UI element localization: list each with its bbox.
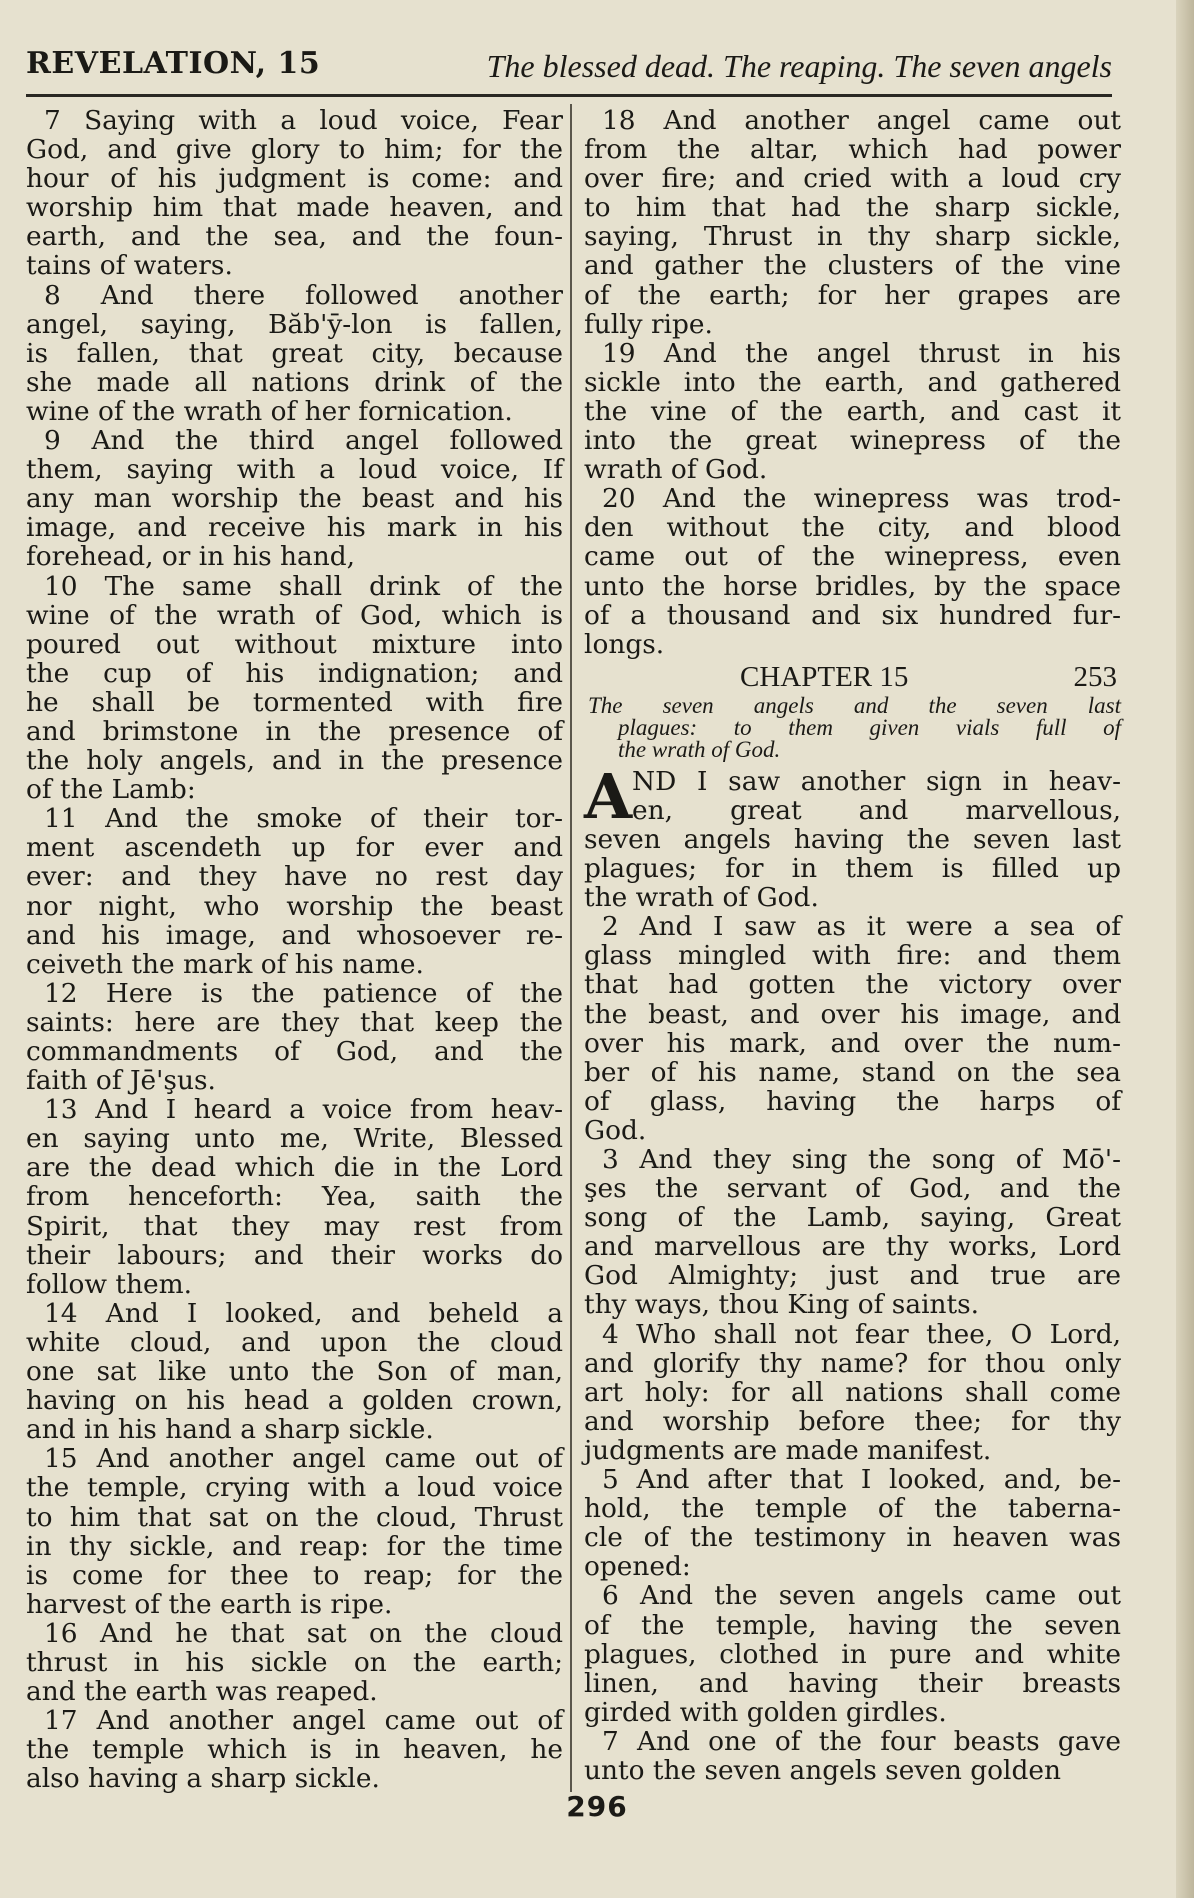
verse-line: having on his head a golden crown, — [26, 1385, 563, 1417]
verse-line: into the great winepress of the — [584, 425, 1121, 457]
verse-line: is come for thee to reap; for the — [26, 1559, 563, 1591]
verse-line: 17 And another angel came out of — [44, 1705, 563, 1737]
verse-line: the temple which is in heaven, he — [26, 1734, 563, 1766]
summary-line: plagues: to them given vials full of — [618, 714, 1121, 740]
verse-line: and his image, and whosoever re- — [26, 919, 563, 951]
verse-line: ber of his name, stand on the sea — [584, 1056, 1121, 1088]
verse-line: saying, Thrust in thy sharp sickle, — [584, 221, 1121, 253]
verse-line: the beast, and over his image, and — [584, 998, 1121, 1030]
verse-line: from the altar, which had power — [584, 134, 1121, 166]
verse-line: 12 Here is the patience of the — [44, 977, 563, 1009]
verse-line: is fallen, that great city, because — [26, 337, 563, 369]
verse-line: unto the horse bridles, by the space — [584, 570, 1121, 602]
verse-line: unto the seven angels seven golden — [584, 1754, 1061, 1786]
right-column — [584, 106, 1121, 1785]
verse-line: 16 And he that sat on the cloud — [44, 1617, 563, 1649]
verse-line: and worship before thee; for thy — [584, 1405, 1121, 1437]
verse-line: 2 And I saw as it were a sea of — [602, 911, 1121, 943]
verse-line: en saying unto me, Write, Blessed — [26, 1123, 563, 1155]
verse-line: thrust in his sickle on the earth; — [26, 1646, 563, 1678]
verse-line: image, and receive his mark in his — [26, 512, 563, 544]
left-column — [26, 106, 563, 1793]
verse-line: the cup of his indignation; and — [26, 657, 563, 689]
verse-line: she made all nations drink of the — [26, 366, 563, 398]
verse-line: 10 The same shall drink of the — [44, 570, 563, 602]
verse-line: 9 And the third angel followed — [44, 425, 563, 457]
verse-line: 8 And there followed another — [44, 279, 563, 311]
verse-line: 13 And I heard a voice from heav- — [44, 1094, 563, 1126]
verse-line: nor night, who worship the beast — [26, 890, 563, 922]
verse-line: judgments are made manifest. — [584, 1434, 992, 1466]
verse-line: the temple, crying with a loud voice — [26, 1472, 563, 1504]
verse-line: of the Lamb: — [26, 774, 196, 806]
verse-line: linen, and having their breasts — [584, 1667, 1121, 1699]
chapter-heading — [584, 659, 1121, 695]
verse-line: that had gotten the victory over — [584, 969, 1121, 1001]
verse-line: 4 Who shall not fear thee, O Lord, — [602, 1318, 1121, 1350]
verse-line: the holy angels, and in the presence — [26, 745, 563, 777]
verse-line: saints: here are they that keep the — [26, 1006, 563, 1038]
verse-line: to him that had the sharp sickle, — [584, 192, 1121, 224]
verse-line: poured out without mixture into — [26, 628, 563, 660]
verse-line: 15 And another angel came out of — [44, 1443, 563, 1475]
running-themes: The blessed dead. The reaping. The seven angels — [486, 48, 1112, 84]
verse-line: wine of the wrath of her fornication. — [26, 395, 513, 427]
verse-line: of the temple, having the seven — [584, 1609, 1121, 1641]
running-header — [26, 46, 1112, 92]
verse-line: 20 And the winepress was trod- — [602, 483, 1121, 515]
verse-line: angel, saying, Băb'ȳ-lon is fallen, — [26, 308, 563, 340]
verse-line: God. — [584, 1114, 647, 1146]
verse-line: to him that sat on the cloud, Thrust — [26, 1501, 563, 1533]
page-edge — [1176, 0, 1194, 1898]
verse-line: ever: and they have no rest day — [26, 861, 563, 893]
right-column-top — [584, 106, 1121, 659]
verse-line: came out of the winepress, even — [584, 541, 1121, 573]
chapter-number: 253 — [1073, 660, 1117, 693]
verse-line: follow them. — [26, 1268, 193, 1300]
verse-line: of glass, having the harps of — [584, 1085, 1121, 1117]
verse-line: opened: — [584, 1551, 691, 1583]
verse-line: of the earth; for her grapes are — [584, 279, 1121, 311]
verse-line: any man worship the beast and his — [26, 483, 563, 515]
verse-line: wine of the wrath of God, which is — [26, 599, 563, 631]
verse-line: their labours; and their works do — [26, 1239, 563, 1271]
verse-line: 18 And another angel came out — [602, 105, 1121, 136]
verse-line: en, great and marvellous, — [632, 794, 1121, 826]
verse-line: fully ripe. — [584, 308, 713, 340]
verse-line: God Almighty; just and true are — [584, 1260, 1121, 1292]
verse-line: and in his hand a sharp sickle. — [26, 1414, 434, 1446]
verse-line: ceiveth the mark of his name. — [26, 948, 424, 980]
verse-line: şes the servant of God, and the — [584, 1173, 1121, 1205]
verse-line: den without the city, and blood — [584, 512, 1121, 544]
header-rule — [26, 94, 1112, 97]
verse-line: them, saying with a loud voice, If — [26, 454, 563, 486]
verse-line: sickle into the earth, and gathered — [584, 366, 1121, 398]
verse-line: Spirit, that they may rest from — [26, 1210, 563, 1242]
verse-line: 6 And the seven angels came out — [602, 1580, 1121, 1612]
summary-line: the wrath of God. — [618, 736, 781, 762]
verse-line: and glorify thy name? for thou only — [584, 1347, 1121, 1379]
verse-line: ment ascendeth up for ever and — [26, 832, 563, 864]
verse-line: girded with golden girdles. — [584, 1696, 947, 1728]
verse-line: are the dead which die in the Lord — [26, 1152, 563, 1184]
verse-line: seven angels having the seven last — [584, 823, 1121, 855]
verse-line: the vine of the earth, and cast it — [584, 395, 1121, 427]
verse-line: faith of Jē'şus. — [26, 1065, 216, 1097]
verse-line: hour of his judgment is come: and — [26, 163, 563, 195]
verse-line: plagues, clothed in pure and white — [584, 1638, 1121, 1670]
chapter-title: CHAPTER 15 — [740, 660, 909, 693]
verse-line: harvest of the earth is ripe. — [26, 1588, 393, 1620]
verse-line: commandments of God, and the — [26, 1036, 563, 1067]
verse-line: 7 Saying with a loud voice, Fear — [44, 105, 563, 136]
verse-line: ND I saw another sign in heav- — [632, 765, 1121, 797]
verse-line: over his mark, and over the num- — [584, 1027, 1121, 1059]
verse-line: glass mingled with fire: and them — [584, 940, 1121, 972]
verse-line: 5 And after that I looked, and, be- — [602, 1464, 1121, 1496]
verse-line: earth, and the sea, and the foun- — [26, 221, 563, 253]
verse-line: 11 And the smoke of their tor- — [44, 803, 563, 835]
book-chapter-title: REVELATION, 15 — [26, 46, 321, 81]
verse-line: he shall be tormented with fire — [26, 686, 563, 718]
verse-line: cle of the testimony in heaven was — [584, 1522, 1121, 1554]
verse-line: wrath of God. — [584, 454, 768, 486]
verse-line: 7 And one of the four beasts gave — [602, 1725, 1121, 1757]
verse-line: plagues; for in them is filled up — [584, 853, 1121, 885]
verse-line: hold, the temple of the taberna- — [584, 1493, 1121, 1525]
right-column-bottom — [584, 825, 1121, 1785]
verse-line: and brimstone in the presence of — [26, 715, 563, 747]
page-number: 296 — [566, 1790, 628, 1823]
verse-line: song of the Lamb, saying, Great — [584, 1202, 1121, 1234]
verse-line: 3 And they sing the song of Mō'- — [602, 1144, 1121, 1175]
verse-line: 19 And the angel thrust in his — [602, 337, 1121, 369]
summary-line: The seven angels and the seven last — [588, 692, 1121, 718]
verse-line: and gather the clusters of the vine — [584, 250, 1121, 282]
verse-line: longs. — [584, 628, 665, 660]
verse-line: tains of waters. — [26, 250, 233, 282]
verse-line: also having a sharp sickle. — [26, 1763, 380, 1795]
verse-line: forehead, or in his hand, — [26, 541, 356, 573]
verse-line: the wrath of God. — [584, 882, 819, 914]
verse-line: worship him that made heaven, and — [26, 192, 563, 224]
chapter-summary — [584, 692, 1121, 762]
drop-cap: A — [584, 759, 633, 833]
verse-line: white cloud, and upon the cloud — [26, 1326, 563, 1358]
verse-line: God, and give glory to him; for the — [26, 134, 563, 166]
chapter-opening — [584, 759, 1121, 833]
verse-line: and marvellous are thy works, Lord — [584, 1231, 1121, 1263]
column-divider — [570, 104, 572, 1792]
verse-line: over fire; and cried with a loud cry — [584, 163, 1121, 195]
verse-line: and the earth was reaped. — [26, 1676, 378, 1708]
verse-line: thy ways, thou King of saints. — [584, 1289, 980, 1321]
verse-line: one sat like unto the Son of man, — [26, 1356, 563, 1388]
verse-line: from henceforth: Yea, saith the — [26, 1181, 563, 1213]
verse-line: of a thousand and six hundred fur- — [584, 599, 1121, 631]
verse-line: in thy sickle, and reap: for the time — [26, 1530, 563, 1562]
verse-line: 14 And I looked, and beheld a — [44, 1297, 563, 1329]
verse-line: art holy: for all nations shall come — [584, 1376, 1121, 1408]
